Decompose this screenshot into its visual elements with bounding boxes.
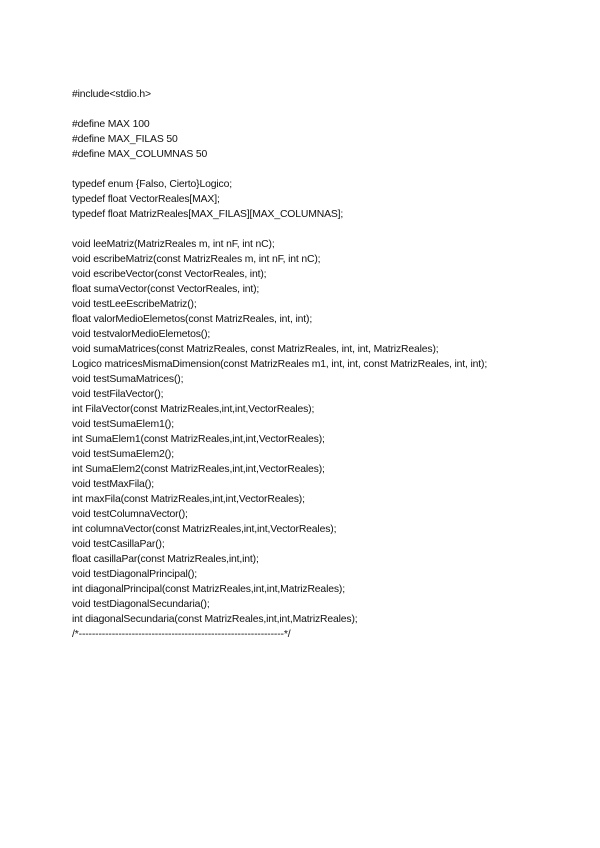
blank-line (72, 222, 522, 237)
code-line: int SumaElem2(const MatrizReales,int,int,VectorReales); (72, 464, 325, 475)
document-page (72, 87, 522, 642)
code-line: void sumaMatrices(const MatrizReales, const MatrizReales, int, int, MatrizReales); (72, 344, 439, 355)
code-line: int FilaVector(const MatrizReales,int,int,VectorReales); (72, 404, 315, 415)
code-line: int SumaElem1(const MatrizReales,int,int,VectorReales); (72, 434, 325, 445)
code-line: void testDiagonalSecundaria(); (72, 599, 210, 610)
code-line: void testLeeEscribeMatriz(); (72, 299, 197, 310)
code-line: typedef float VectorReales[MAX]; (72, 194, 220, 205)
code-line: int diagonalSecundaria(const MatrizReales,int,int,MatrizReales); (72, 614, 358, 625)
code-line: #define MAX_FILAS 50 (72, 134, 178, 145)
code-line: void testSumaElem2(); (72, 449, 174, 460)
code-line: void testSumaMatrices(); (72, 374, 184, 385)
code-line: void testMaxFila(); (72, 479, 155, 490)
code-line: #include<stdio.h> (72, 89, 151, 100)
code-line: float sumaVector(const VectorReales, int); (72, 284, 260, 295)
code-line: int diagonalPrincipal(const MatrizReales,int,int,MatrizReales); (72, 584, 345, 595)
code-line: void testvalorMedioElemetos(); (72, 329, 211, 340)
comment-separator: /*--------------------------------------------------------------*/ (72, 629, 291, 640)
code-line: typedef enum {Falso, Cierto}Logico; (72, 179, 232, 190)
code-line: void testSumaElem1(); (72, 419, 174, 430)
code-line: void leeMatriz(MatrizReales m, int nF, int nC); (72, 239, 275, 250)
code-line: #define MAX 100 (72, 119, 150, 130)
code-line: int maxFila(const MatrizReales,int,int,VectorReales); (72, 494, 305, 505)
code-line: void testFilaVector(); (72, 389, 164, 400)
code-line: void testCasillaPar(); (72, 539, 165, 550)
code-line: void testColumnaVector(); (72, 509, 188, 520)
code-line: float casillaPar(const MatrizReales,int,int); (72, 554, 259, 565)
code-line: void testDiagonalPrincipal(); (72, 569, 198, 580)
code-line: float valorMedioElemetos(const MatrizReales, int, int); (72, 314, 313, 325)
blank-line (72, 162, 522, 177)
code-line: void escribeMatriz(const MatrizReales m, int nF, int nC); (72, 254, 321, 265)
code-line: Logico matricesMismaDimension(const MatrizReales m1, int, int, const MatrizReales, int, int); (72, 359, 488, 370)
blank-line (72, 102, 522, 117)
code-line: typedef float MatrizReales[MAX_FILAS][MAX_COLUMNAS]; (72, 209, 344, 220)
code-line: #define MAX_COLUMNAS 50 (72, 149, 208, 160)
code-line: int columnaVector(const MatrizReales,int,int,VectorReales); (72, 524, 337, 535)
code-line: void escribeVector(const VectorReales, int); (72, 269, 267, 280)
